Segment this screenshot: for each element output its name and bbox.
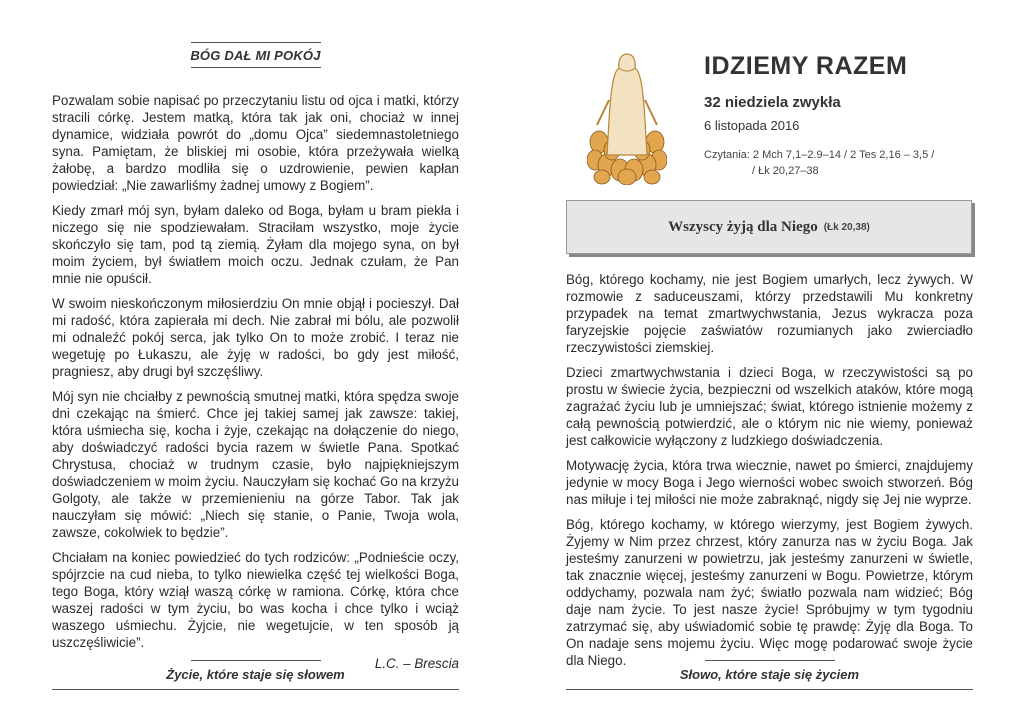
right-page xyxy=(566,0,973,725)
readings-line: / Łk 20,27–38 xyxy=(752,165,819,177)
footer-rule xyxy=(566,689,973,690)
left-page xyxy=(52,0,459,725)
right-article xyxy=(566,271,973,677)
paragraph: Chciałam na koniec powiedzieć do tych rodziców: „Podnieście oczy, spójrzcie na cud nieba, to tylko niewielka część tej wielkości Boga, tego Boga, który wziął waszą córkę w ramiona. Córkę, która chce waszej radości w tym życiu, bo was kocha i chce tylko i wciąż waszego uśmiechu. Żyjcie, nie wegetujcie, w ten sposób ją uszczęśliwicie”. xyxy=(52,550,459,650)
readings-line: Czytania: 2 Mch 7,1–2.9–14 / 2 Tes 2,16 – 3,5 / xyxy=(704,149,935,161)
left-header xyxy=(52,42,459,68)
date: 6 listopada 2016 xyxy=(704,118,800,133)
theme-box xyxy=(566,200,972,254)
bulletin-title: IDZIEMY RAZEM xyxy=(704,52,908,80)
paragraph: W swoim nieskończonym miłosierdziu On mnie objął i pocieszył. Dał mi radość, która zapierała mi dech. Nie zabrał mi bólu, ale pozwolił mi odnaleźć pokój serca, jak tylko On to może zrobić. I teraz nie wegetuję po Łukaszu, ale żyję w radości, bo gdy jest miłość, pragniesz, aby drugi był szczęśliwy. xyxy=(52,296,459,379)
left-page-title: BÓG DAŁ MI POKÓJ xyxy=(190,48,321,63)
right-footer-text: Słowo, które staje się życiem xyxy=(679,667,860,682)
liturgical-day: 32 niedziela zwykła xyxy=(704,94,841,111)
signature: L.C. – Brescia xyxy=(374,656,459,671)
paragraph: Mój syn nie chciałby z pewnością smutnej matki, która spędza swoje dni czekając na śmierć. Chce jej takiej samej jak zawsze: takiej, która uśmiecha się, kocha i żyje, czekając na dołączenie do niego, aby doświadczyć radości bycia razem w świetle Pana. Spotkać Chrystusa, chociaż w trudnym czasie, było najpiękniejszym doświadczeniem w moim życiu. Nauczyłam się kochać Go na krzyżu Golgoty, ale także w przemienieniu na górze Tabor. Tak jak nauczyłam się mówić: „Niech się stanie, o Panie, Twoja wola, zawsze, cokolwiek to będzie”. xyxy=(52,389,459,540)
right-footer xyxy=(566,660,973,690)
theme-reference: (Łk 20,38) xyxy=(823,221,870,233)
jesus-with-crowd-icon xyxy=(587,50,667,185)
footer-rule xyxy=(52,689,459,690)
left-footer-text: Życie, które staje się słowem xyxy=(166,667,345,682)
readings xyxy=(704,147,964,179)
paragraph: Dzieci zmartwychwstania i dzieci Boga, w rzeczywistości są po prostu w świecie życia, bezpieczni od wszelkich ataków, które mogą zagrażać życiu lub je umniejszać; świat, którego istnienie możemy z całą pewnością potwierdzić, ale o którym nic nie wiemy, ponieważ jest całkowicie wyłączony z ludzkiego doświadczenia. xyxy=(566,365,973,448)
paragraph: Motywację życia, która trwa wiecznie, nawet po śmierci, znajdujemy jedynie w mocy Boga i Jego wierności wobec swoich stworzeń. Bóg nas miłuje i tej miłości nie może zabraknąć, nigdy się Jej nie wyprze. xyxy=(566,458,973,507)
paragraph: Bóg, którego kochamy, nie jest Bogiem umarłych, lecz żywych. W rozmowie z saduceuszami, którzy przedstawili Mu konkretny przypadek na temat zmartwychwstania, Jezus wykracza poza faryzejskie pojęcie zaświatów rozumianych jako zwierciadło rzeczywistości ziemskiej. xyxy=(566,272,973,355)
theme-title: Wszyscy żyją dla Niego xyxy=(668,218,818,235)
paragraph: Bóg, którego kochamy, w którego wierzymy, jest Bogiem żywych. Żyjemy w Nim przez chrzest, który zanurza nas w życiu Boga. Jak jesteśmy zanurzeni w powietrzu, jak jesteśmy zanurzeni w świetle, tak znacznie więcej, jesteśmy zanurzeni w Bogu. Powietrze, którym oddychamy, pozwala nam żyć; światło pozwala nam widzieć; Bóg daje nam życie. To jest nasze życie! Spróbujmy w tym tygodniu zatrzymać się, aby uświadomić sobie tę prawdę: Żyję dla Boga. To On nadaje sens mojemu życiu. Więc mogę podarować swoje życie dla Niego. xyxy=(566,517,973,668)
left-footer xyxy=(52,660,459,690)
paragraph: Kiedy zmarł mój syn, byłam daleko od Boga, byłam u bram piekła i niczego się nie spodziewałam. Straciłam wszystko, moje życie skończyło się tam, pod tą ziemią. Żyłam dla mojego syna, on był moim życiem, był światłem moich oczu. Jednak czułam, że Pan mnie nie opuścił. xyxy=(52,203,459,286)
header-rule xyxy=(191,67,321,68)
left-article xyxy=(52,92,459,672)
paragraph: Pozwalam sobie napisać po przeczytaniu listu od ojca i matki, którzy stracili córkę. Jestem matką, która tak jak oni, chociaż w innej dynamice, widziała powrót do „domu Ojca” siedemnastoletniego syna. Pamiętam, że bliskiej mi osobie, która przeżywała wielką żałobę, a bardzo modliła się o uzdrowienie, pewien kapłan powiedział: „Nie zawarliśmy żadnej umowy z Bogiem”. xyxy=(52,93,459,193)
